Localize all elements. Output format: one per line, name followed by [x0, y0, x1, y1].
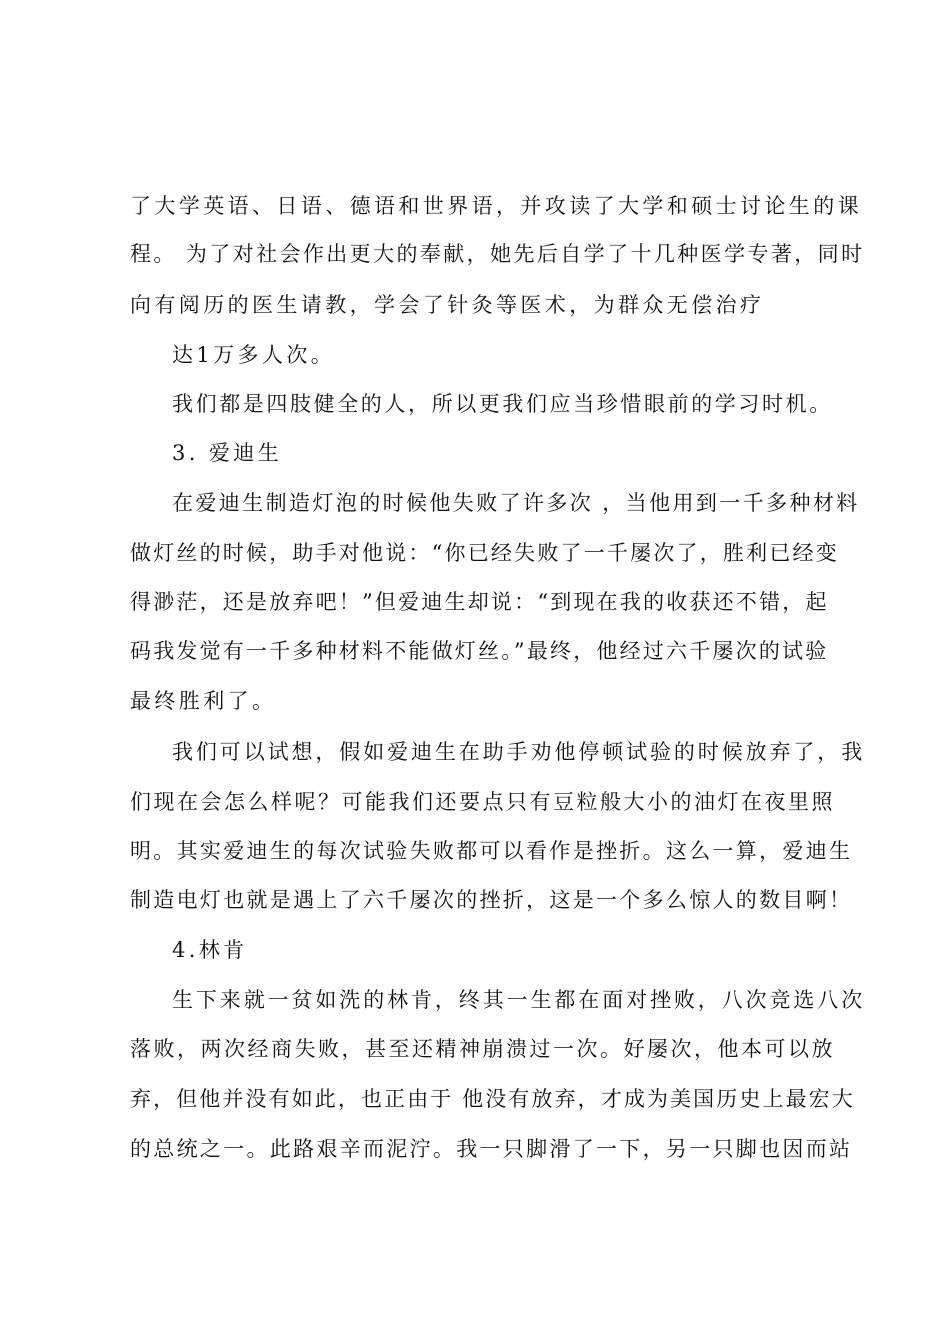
text-line: 我们可以试想，假如爱迪生在助手劝他停顿试验的时候放弃了，我 [172, 740, 866, 764]
text-line: 制造电灯也就是遇上了六千屡次的挫折，这是一个多么惊人的数目啊！ [130, 888, 853, 912]
text-line: 生下来就一贫如洗的林肯，终其一生都在面对挫败，八次竞选八次 [172, 988, 866, 1012]
text-line: 明。其实爱迪生的每次试验失败都可以看作是挫折。这么一算，爱迪生 [130, 839, 853, 863]
text-line: 们现在会怎么样呢？可能我们还要点只有豆粒般大小的油灯在夜里照 [130, 790, 835, 814]
text-line: 程。 为了对社会作出更大的奉献，她先后自学了十几种医学专著，同时 [130, 242, 865, 266]
text-line: 在爱迪生制造灯泡的时候他失败了许多次 ，当他用到一千多种材料 [172, 491, 860, 515]
text-line: 做灯丝的时候，助手对他说：“你已经失败了一千屡次了，胜利已经变 [130, 541, 839, 565]
text-line: 得渺茫，还是放弃吧！”但爱迪生却说：“到现在我的收获还不错，起 [130, 590, 829, 614]
text-line: 向有阅历的医生请教，学会了针灸等医术，为群众无偿治疗 [130, 293, 765, 317]
text-line: 我们都是四肢健全的人，所以更我们应当珍惜眼前的学习时机。 [172, 392, 833, 416]
text-line: 达1万多人次。 [172, 343, 336, 367]
section-heading-lincoln: 4.林肯 [172, 938, 248, 962]
text-line: 了大学英语、日语、德语和世界语，并攻读了大学和硕士讨论生的课 [130, 194, 862, 218]
text-line: 落败，两次经商失败，甚至还精神崩溃过一次。好屡次，他本可以放 [130, 1037, 835, 1061]
text-line: 码我发觉有一千多种材料不能做灯丝。”最终，他经过六千屡次的试验 [130, 639, 829, 663]
section-heading-edison: 3. 爱迪生 [172, 441, 283, 465]
text-line: 的总统之一。此路艰辛而泥泞。我一只脚滑了一下，另一只脚也因而站 [130, 1137, 853, 1161]
text-line: 最终胜利了。 [130, 689, 277, 713]
text-line: 弃，但他并没有如此，也正由于 他没有放弃，才成为美国历史上最宏大 [130, 1087, 855, 1111]
